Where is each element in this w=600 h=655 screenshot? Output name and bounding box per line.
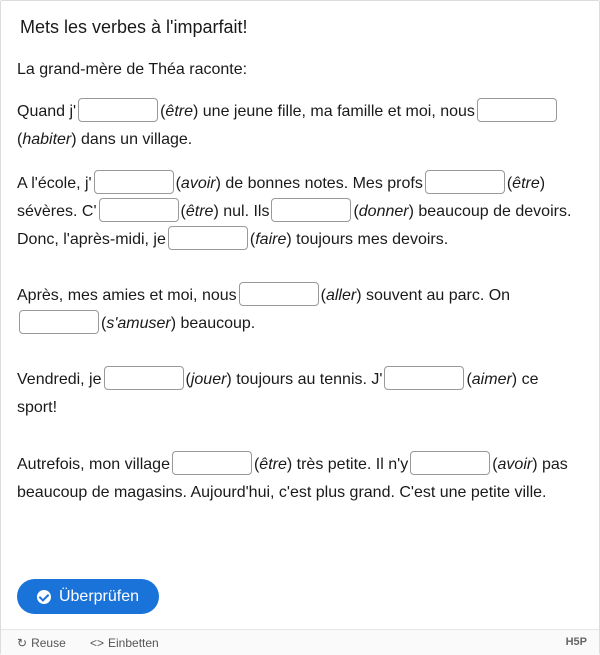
text-segment: (: [320, 287, 326, 304]
text-segment: (: [249, 231, 256, 248]
text-segment: (: [492, 456, 498, 473]
text-segment: ) de bonnes notes. Mes profs: [215, 175, 423, 192]
verb-hint: être: [259, 456, 287, 473]
verb-hint: s'amuser: [106, 315, 171, 332]
check-button[interactable]: [17, 579, 159, 614]
footer-bar: [1, 629, 599, 655]
text-segment: (: [353, 203, 359, 220]
text-segment: ) très petite. Il n'y: [286, 456, 409, 473]
answer-input-2[interactable]: [477, 98, 557, 122]
answer-input-13[interactable]: [410, 451, 490, 475]
text-segment: A l'école, j': [17, 175, 92, 192]
paragraph-1: [17, 98, 577, 154]
text-segment: (: [180, 203, 186, 220]
answer-input-4[interactable]: [425, 170, 505, 194]
reuse-label: Reuse: [31, 636, 66, 650]
verb-hint: être: [165, 103, 193, 120]
verb-hint: être: [185, 203, 214, 220]
text-segment: ) beaucoup de: [408, 203, 511, 220]
paragraph-2: [17, 170, 577, 254]
intro-text: La grand-mère de Théa raconte:: [17, 61, 248, 78]
reuse-icon: ↻: [17, 636, 28, 650]
answer-input-7[interactable]: [168, 226, 248, 250]
answer-input-3[interactable]: [94, 170, 174, 194]
text-segment: ) dans un village.: [71, 131, 193, 148]
verb-hint: habiter: [22, 131, 72, 148]
answer-input-9[interactable]: [19, 310, 99, 334]
text-segment: beaucoup de magasins. Aujourd'hui, c'est plus grand. C'est une petite ville.: [17, 484, 547, 501]
text-segment: (: [506, 175, 513, 192]
check-circle-icon: [37, 590, 51, 604]
paragraph-4: [17, 366, 577, 422]
text-segment: ) toujours mes devoirs.: [286, 231, 449, 248]
text-segment: ) nul. Ils: [213, 203, 270, 220]
embed-button[interactable]: [90, 636, 159, 650]
verb-hint: aimer: [471, 371, 512, 388]
text-segment: sport!: [17, 399, 58, 416]
paragraph-5: [17, 451, 577, 507]
text-segment: Quand j': [17, 103, 77, 120]
answer-input-11[interactable]: [384, 366, 464, 390]
text-segment: Vendredi, je: [17, 371, 102, 388]
answer-input-8[interactable]: [239, 282, 319, 306]
h5p-logo: H5P: [565, 636, 587, 648]
text-segment: ) pas: [532, 456, 568, 473]
text-segment: sévères. C': [17, 203, 97, 220]
text-segment: ) ce: [511, 371, 539, 388]
verb-hint: avoir: [497, 456, 533, 473]
answer-input-5[interactable]: [99, 198, 179, 222]
text-segment: (: [185, 371, 191, 388]
verb-hint: faire: [255, 231, 287, 248]
verb-hint: être: [512, 175, 540, 192]
verb-hint: avoir: [180, 175, 216, 192]
embed-label: Einbetten: [108, 636, 159, 650]
reuse-button[interactable]: [17, 636, 66, 650]
text-segment: ) toujours au tennis. J': [226, 371, 383, 388]
text-segment: ) souvent au parc. On: [356, 287, 511, 304]
embed-icon: <>: [90, 636, 105, 650]
text-segment: ): [539, 175, 546, 192]
text-segment: Autrefois, mon village: [17, 456, 170, 473]
verb-hint: aller: [325, 287, 357, 304]
answer-input-6[interactable]: [271, 198, 351, 222]
text-segment: devoirs. Donc, l'après-midi, je: [17, 203, 572, 248]
text-segment: (: [17, 131, 23, 148]
page-title: Mets les verbes à l'imparfait!: [20, 17, 248, 37]
text-segment: ) une jeune fille, ma famille et moi, nous: [193, 103, 475, 120]
answer-input-10[interactable]: [104, 366, 184, 390]
text-segment: (: [160, 103, 166, 120]
text-segment: ) beaucoup.: [170, 315, 256, 332]
verb-hint: jouer: [190, 371, 227, 388]
check-button-label: Überprüfen: [58, 587, 140, 605]
answer-input-1[interactable]: [78, 98, 158, 122]
text-segment: (: [466, 371, 472, 388]
text-segment: Après, mes amies et moi, nous: [17, 287, 237, 304]
text-segment: (: [101, 315, 107, 332]
verb-hint: donner: [358, 203, 409, 220]
text-segment: (: [253, 456, 260, 473]
text-segment: (: [175, 175, 181, 192]
paragraph-3: [17, 282, 577, 338]
answer-input-12[interactable]: [172, 451, 252, 475]
